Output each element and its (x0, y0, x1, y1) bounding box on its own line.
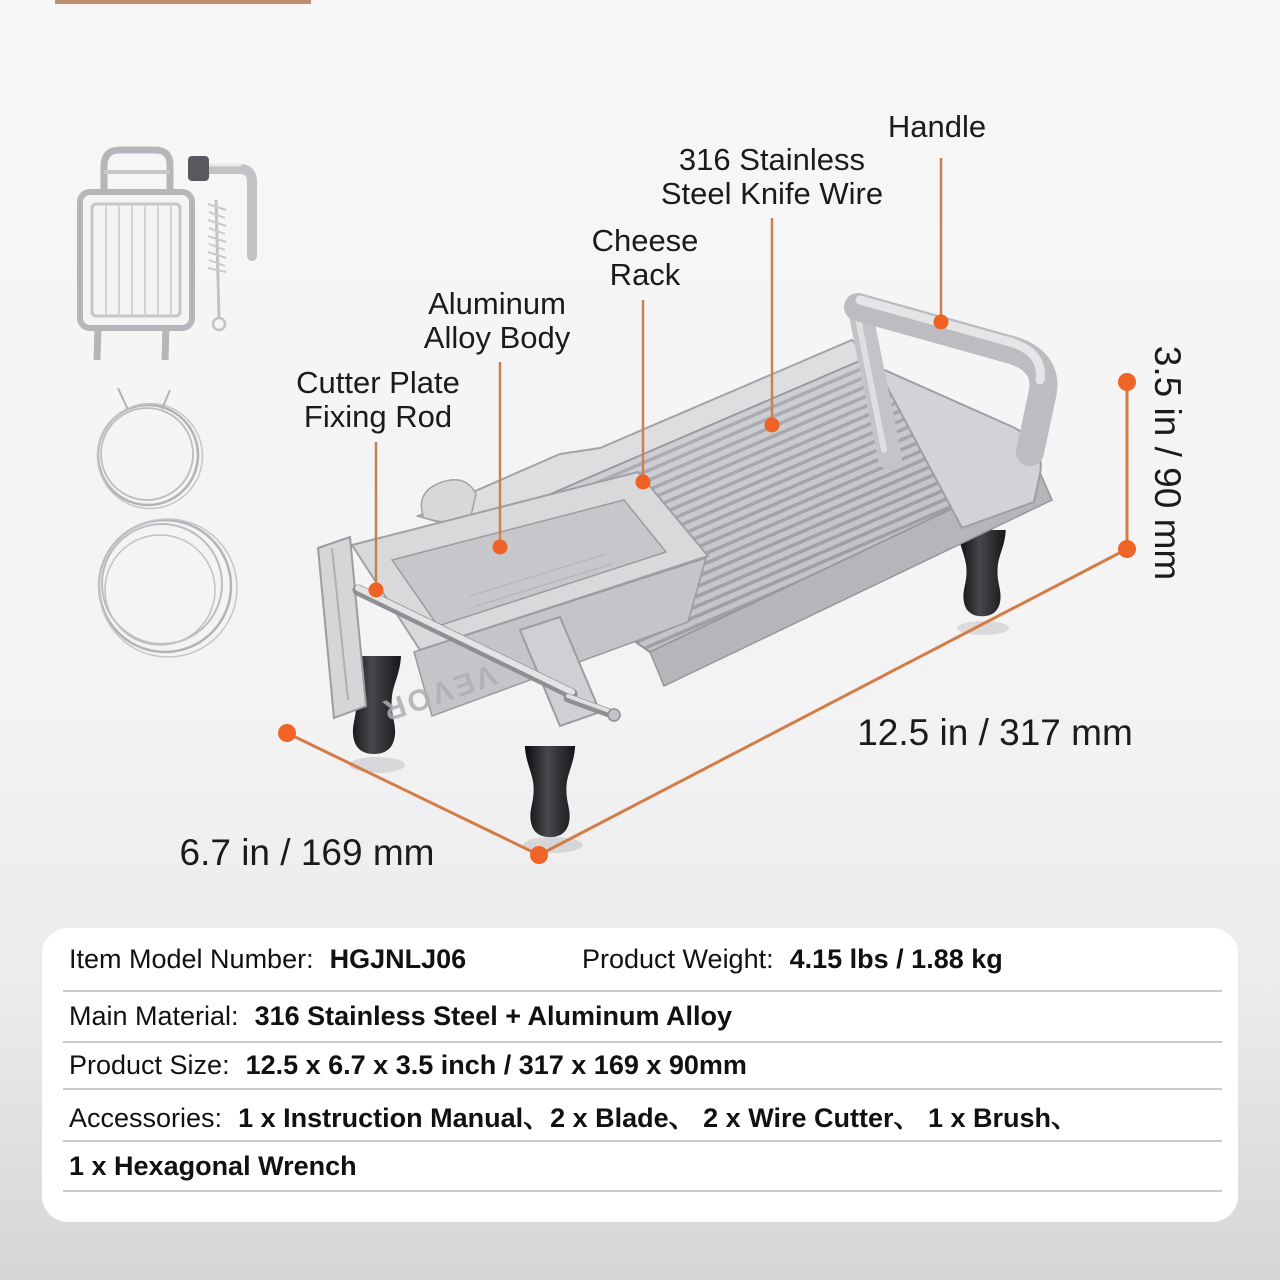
accessory-brush (208, 200, 226, 330)
callout-dot-fixing-rod (369, 583, 384, 598)
spec-row-accessories-cont (63, 1142, 1222, 1192)
callout-fixing-rod (296, 366, 460, 434)
spec-cell-material (63, 1001, 732, 1032)
spec-value-weight: 4.15 lbs / 1.88 kg (789, 943, 1003, 974)
accessory-wire-coil-1 (98, 388, 203, 509)
callout-knife-wire (661, 143, 883, 211)
callout-fixing-rod-line1: Cutter Plate (296, 365, 460, 400)
spec-value-model: HGJNLJ06 (329, 943, 467, 974)
callout-fixing-rod-line2: Fixing Rod (303, 399, 453, 434)
spec-value-accessories-cont: 1 x Hexagonal Wrench (69, 1150, 357, 1181)
spec-cell-weight (576, 944, 1003, 975)
spec-value-size: 12.5 x 6.7 x 3.5 inch / 317 x 169 x 90mm (245, 1050, 747, 1080)
spec-row-material (63, 992, 1222, 1043)
callout-dot-knife-wire (765, 418, 780, 433)
spec-table (42, 928, 1238, 1222)
accessory-spare-blade-frame (80, 150, 192, 360)
dimension-label-width: 6.7 in / 169 mm (179, 832, 435, 873)
dimension-label-length: 12.5 in / 317 mm (857, 712, 1133, 753)
spec-cell-model (63, 944, 576, 975)
spec-label-weight: Product Weight: (582, 943, 774, 974)
brand-marking: VEVOR (376, 657, 501, 728)
spec-label-material: Main Material: (69, 1001, 239, 1031)
callout-knife-wire-line2: Steel Knife Wire (660, 176, 884, 211)
callout-alloy-body-line1: Aluminum (428, 286, 566, 321)
spec-value-material: 316 Stainless Steel + Aluminum Alloy (254, 1001, 732, 1031)
callout-alloy-body-line2: Alloy Body (423, 320, 571, 355)
callout-dot-alloy-body (493, 540, 508, 555)
spec-label-accessories: Accessories: (69, 1102, 223, 1133)
callout-knife-wire-line1: 316 Stainless (678, 142, 866, 177)
callout-cheese-rack-line2: Rack (609, 257, 681, 292)
spec-cell-accessories-cont (63, 1151, 357, 1182)
spec-label-model: Item Model Number: (69, 943, 314, 974)
callout-dot-handle (934, 315, 949, 330)
dimension-label-height: 3.5 in / 90 mm (1147, 345, 1188, 581)
spec-row-accessories (63, 1090, 1222, 1142)
callout-handle (888, 110, 986, 144)
callout-cheese-rack (592, 224, 699, 292)
accessory-wire-coil-2 (99, 519, 237, 657)
spec-row-size (63, 1043, 1222, 1090)
spec-cell-accessories (63, 1096, 1078, 1135)
spec-row-model-weight (63, 928, 1222, 992)
callout-dot-cheese-rack (636, 475, 651, 490)
spec-cell-size (63, 1050, 747, 1081)
machine-left-clamp (318, 537, 366, 718)
callout-alloy-body (424, 287, 570, 355)
spec-value-accessories: 1 x Instruction Manual、2 x Blade、 2 x Wire Cutter、 1 x Brush、 (238, 1102, 1079, 1133)
callout-handle-line: Handle (887, 109, 987, 144)
spec-label-size: Product Size: (69, 1050, 230, 1080)
callout-cheese-rack-line1: Cheese (591, 223, 699, 258)
